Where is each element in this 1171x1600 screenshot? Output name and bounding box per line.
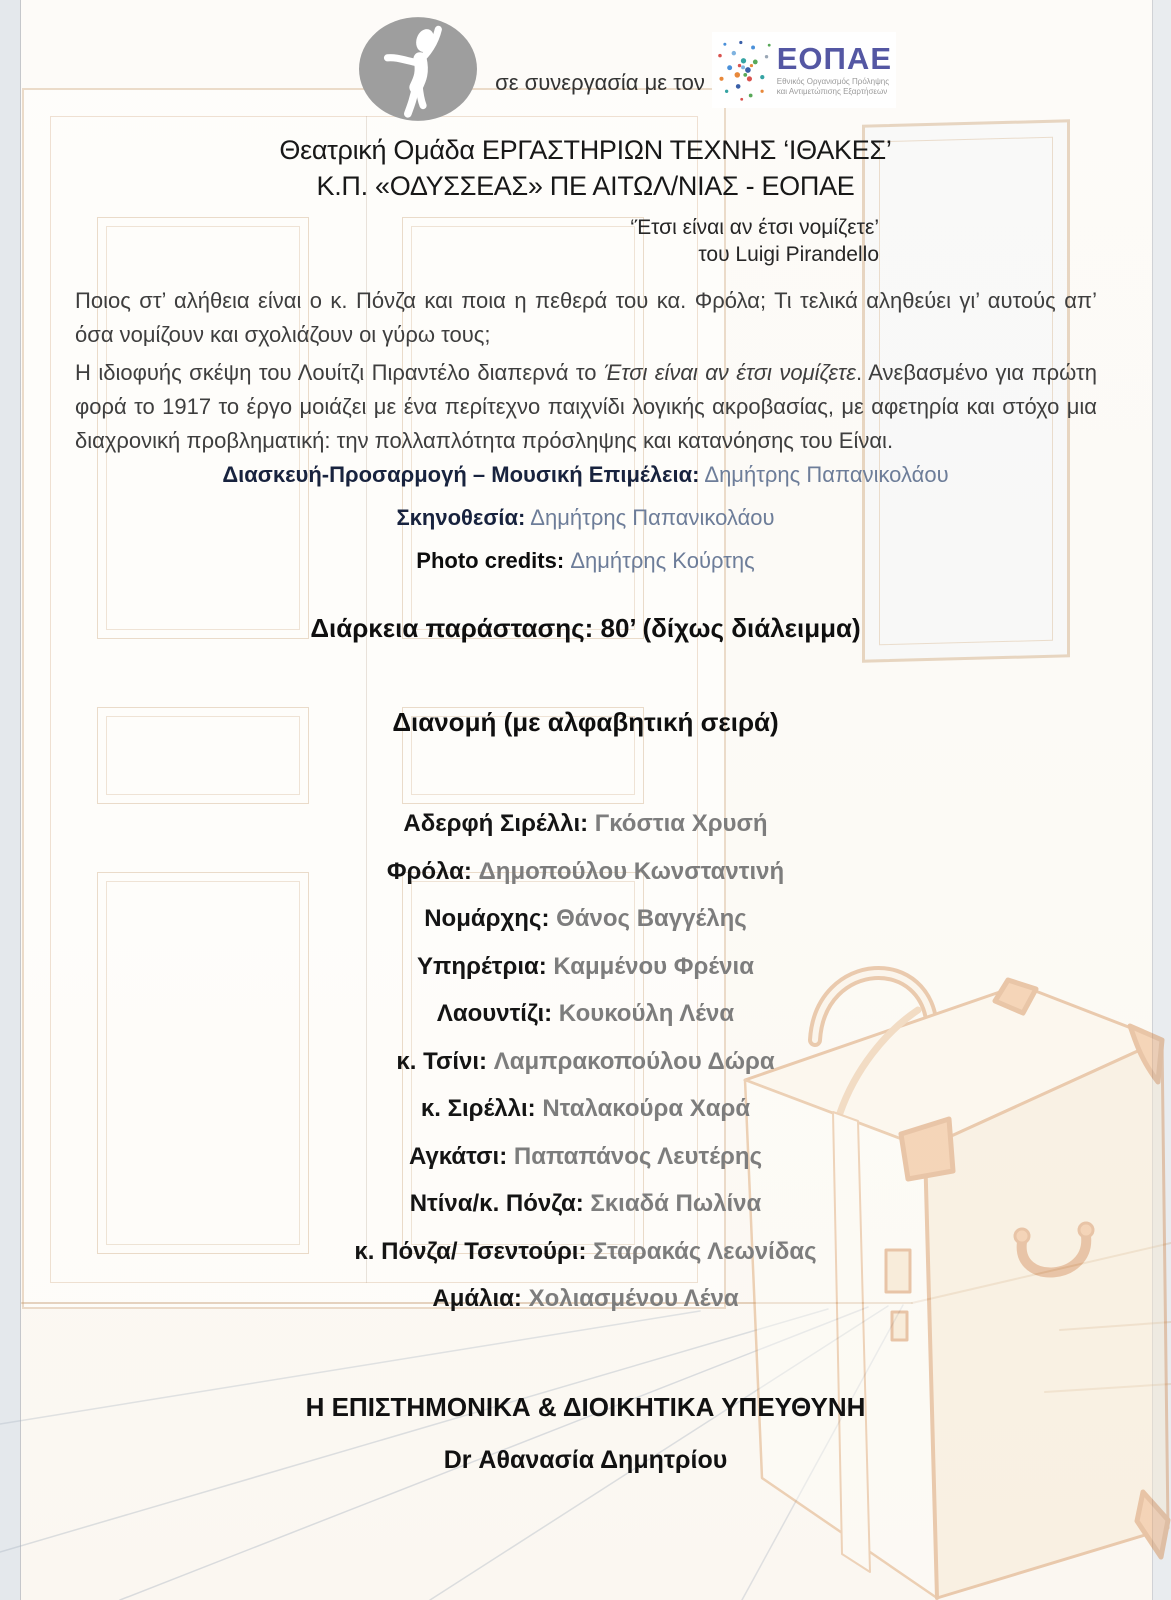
cast-row	[0, 1285, 1171, 1313]
title-line2: Κ.Π. «ΟΔΥΣΣΕΑΣ» ΠΕ ΑΙΤΩΛ/ΝΙΑΣ - ΕΟΠΑΕ	[316, 171, 855, 201]
cast-role: Υπηρέτρια:	[417, 952, 547, 980]
responsible-heading: Η ΕΠΙΣΤΗΜΟΝΙΚΑ & ΔΙΟΙΚΗΤΙΚΑ ΥΠΕΥΘΥΝΗ	[305, 1392, 866, 1422]
credit-name: Δημήτρης Παπανικολάου	[530, 505, 775, 530]
cast-name: Χολιασμένου Λένα	[528, 1285, 739, 1312]
cast-role: κ. Σιρέλλι:	[420, 1095, 536, 1122]
intro-paragraph-1: Ποιος στ’ αλήθεια είναι ο κ. Πόνζα και ποια η πεθερά του κα. Φρόλα; Τι τελικά αληθεύει γι’ αυτούς απ’ όσα νομίζουν και σχολιάζουν οι γύρω τους;	[75, 288, 1097, 347]
cast-role: Αμάλια:	[432, 1285, 522, 1312]
credit-name: Δημήτρης Παπανικολάου	[704, 462, 949, 487]
credit-label: Διασκευή-Προσαρμογή – Μουσική Επιμέλεια:	[222, 462, 700, 487]
cast-row	[0, 1095, 1171, 1123]
title-line1: Θεατρική Ομάδα ΕΡΓΑΣΤΗΡΙΩΝ ΤΕΧΝΗΣ ‘ΙΘΑΚΕΣ’	[279, 135, 892, 165]
eopae-wordmark: ΕΟΠΑΕ	[776, 40, 892, 76]
partnership-text: σε συνεργασία με τον	[495, 70, 705, 95]
intro-paragraph-2	[75, 356, 1097, 458]
intro-paragraph-2-text: Η ιδιοφυής σκέψη του Λουίτζι Πιραντέλο διαπερνά το	[75, 360, 604, 385]
cast-row	[0, 1000, 1171, 1028]
cast-name: Γκόστια Χρυσή	[594, 810, 768, 837]
cast-row	[0, 905, 1171, 933]
ithakes-person-logo-icon	[358, 16, 478, 122]
credit-row	[0, 464, 1171, 486]
cast-name: Κουκούλη Λένα	[558, 1000, 735, 1027]
cast-row	[0, 858, 1171, 886]
eopae-tagline-line2: και Αντιμετώπισης Εξαρτήσεων	[776, 87, 888, 96]
play-title-italic: Έτσι είναι αν έτσι νομίζετε	[603, 360, 856, 385]
cast-row	[0, 810, 1171, 838]
play-author: του Luigi Pirandello	[698, 243, 879, 266]
cast-role: κ. Πόνζα/ Τσεντούρι:	[354, 1237, 587, 1265]
eopae-dots-icon	[716, 34, 773, 106]
cast-row	[0, 1143, 1171, 1171]
cast-row	[0, 1190, 1171, 1218]
eopae-tagline-line1: Εθνικός Οργανισμός Πρόληψης	[776, 76, 890, 86]
play-subtitle	[630, 214, 879, 268]
cast-name: Νταλακούρα Χαρά	[542, 1095, 751, 1122]
responsible-name: Dr Αθανασία Δημητρίου	[443, 1446, 728, 1474]
cast-row	[0, 1048, 1171, 1076]
cast-name: Καμμένου Φρένια	[553, 952, 754, 980]
cast-list	[0, 810, 1171, 1333]
credit-name: Δημήτρης Κούρτης	[570, 548, 755, 573]
cast-role: Νομάρχης:	[424, 905, 550, 932]
play-quote: ‘Έτσι είναι αν έτσι νομίζετε’	[630, 216, 879, 239]
wall-strip-right	[1152, 0, 1171, 1600]
credits-section	[0, 464, 1171, 593]
cast-row	[0, 953, 1171, 981]
cast-role: Αδερφή Σιρέλλι:	[403, 810, 589, 837]
intro-paragraph-2-text: . Ανεβασμένο για πρώτη φορά το 1917 το έργο μοιάζει με ένα περίτεχνο παιχνίδι λογικής ακροβασίας, με αφετηρία και στόχο μια διαχρονική προβληματική: την πολλαπλότητα πρόσληψης και κατανόησης του Είναι.	[75, 360, 1097, 453]
cast-row	[0, 1238, 1171, 1266]
cast-name: Δημοπούλου Κωνσταντινή	[478, 857, 785, 885]
cast-name: Λαμπρακοπούλου Δώρα	[493, 1047, 775, 1075]
credit-row	[0, 550, 1171, 572]
cast-role: Αγκάτσι:	[408, 1142, 508, 1170]
cast-name: Θάνος Βαγγέλης	[556, 905, 747, 932]
page-title	[0, 132, 1171, 204]
cast-name: Σταρακάς Λεωνίδας	[593, 1237, 817, 1265]
credit-row	[0, 507, 1171, 529]
cast-name: Παπαπάνος Λευτέρης	[513, 1142, 763, 1170]
eopae-logo	[712, 32, 896, 108]
credit-label: Photo credits:	[416, 548, 565, 573]
cast-role: Φρόλα:	[386, 857, 472, 885]
credit-label: Σκηνοθεσία:	[396, 505, 526, 530]
duration-line: Διάρκεια παράστασης: 80’ (δίχως διάλειμμα)	[310, 613, 861, 643]
cast-name: Σκιαδά Πωλίνα	[590, 1190, 762, 1217]
cast-heading: Διανομή (με αλφαβητική σειρά)	[392, 707, 779, 737]
wall-strip-left	[0, 0, 21, 1600]
cast-role: Λαουντίζι:	[436, 1000, 553, 1027]
cast-role: Ντίνα/κ. Πόνζα:	[409, 1190, 584, 1217]
cast-role: κ. Τσίνι:	[396, 1047, 488, 1075]
